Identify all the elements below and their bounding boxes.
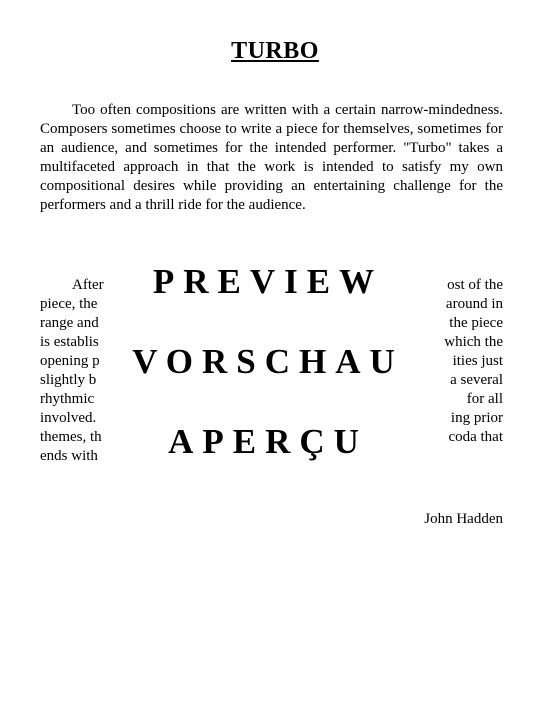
- intro-paragraph: Too often compositions are written with a certain narrow-mindedness. Composers sometimes choose to write a piece for themselves, sometimes for an audience, and sometimes for the intended performer. "Turbo" takes a multifaceted approach in that the work is intended to satisfy my own compositional desires while providing an entertaining challenge for the performers and a thrill ride for the audience.: [40, 102, 503, 213]
- para2-line-left: involved.: [40, 410, 97, 426]
- para2-line-right: around in: [445, 296, 503, 312]
- para2-line-left: piece, the: [40, 296, 98, 312]
- composer-signature: John Hadden: [424, 511, 503, 527]
- para2-line-right: which the: [444, 334, 503, 350]
- para2-line-left: is establis: [40, 334, 99, 350]
- para2-line-left: opening p: [40, 353, 100, 369]
- watermark-preview: PREVIEW: [152, 262, 384, 301]
- para2-line-left: After: [72, 277, 104, 293]
- watermark-apercu: APERÇU: [168, 422, 368, 461]
- para2-line-right: coda that: [448, 429, 503, 445]
- para2-line-right: a several: [450, 372, 503, 388]
- para2-line-right: ities just: [452, 353, 503, 369]
- para2-line-left: rhythmic: [40, 391, 95, 407]
- para2-line-right: ost of the: [447, 277, 503, 293]
- para2-line-right: ing prior: [450, 410, 503, 426]
- para2-line-left: slightly b: [40, 372, 97, 388]
- para2-line-left: ends with: [40, 448, 98, 464]
- para2-line-left: themes, th: [40, 429, 102, 445]
- para2-line-right: the piece: [449, 315, 503, 331]
- para2-line-left: range and: [40, 315, 99, 331]
- para2-line-right: for all: [466, 391, 503, 407]
- watermark-vorschau: VORSCHAU: [132, 342, 404, 381]
- document-title: TURBO: [231, 38, 319, 64]
